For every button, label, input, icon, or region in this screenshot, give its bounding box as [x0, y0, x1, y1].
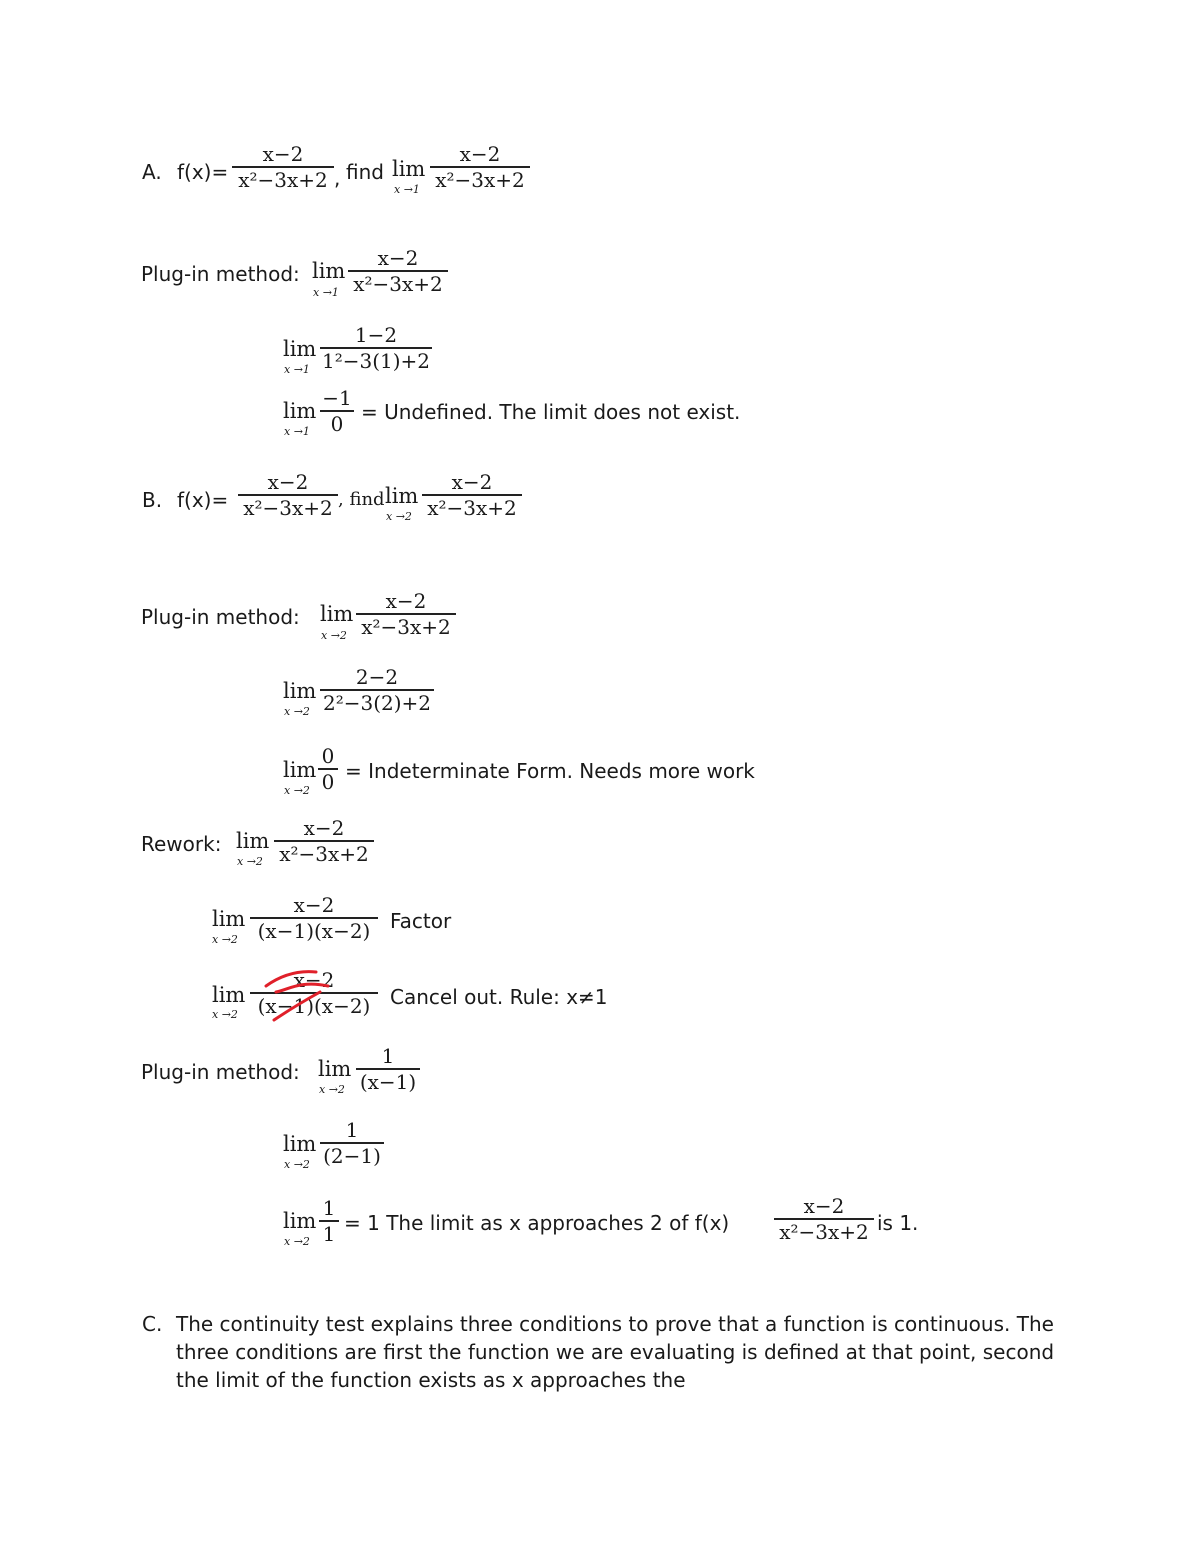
- comma: ,: [334, 166, 341, 190]
- plug-in-fraction-b: x−2 x²−3x+2: [356, 589, 456, 639]
- part-b-limit-fraction: x−2 x²−3x+2: [422, 470, 522, 520]
- part-b-label: B.: [142, 488, 163, 512]
- part-b-fraction: x−2 x²−3x+2: [238, 470, 338, 520]
- lim-symbol: lim: [283, 337, 317, 361]
- substituted-fraction: 1 (2−1): [320, 1118, 384, 1168]
- lim-subscript: x →1: [313, 286, 339, 299]
- lim-subscript: x →2: [284, 1158, 310, 1171]
- lim-symbol: lim: [283, 1209, 317, 1233]
- factor-note: Factor: [390, 909, 452, 933]
- rework-fraction: x−2 x²−3x+2: [274, 816, 374, 866]
- lim-symbol: lim: [320, 602, 354, 626]
- part-a-fx: f(x)=: [177, 160, 229, 184]
- lim-symbol: lim: [385, 484, 419, 508]
- lim-subscript: x →2: [284, 705, 310, 718]
- lim-symbol: lim: [283, 1132, 317, 1156]
- step2-fraction-a: −1 0: [320, 386, 354, 436]
- lim-symbol: lim: [318, 1057, 352, 1081]
- part-b-fx: f(x)=: [177, 488, 229, 512]
- continuity-paragraph: The continuity test explains three conditions to prove that a function is continuous. The three conditions are first the function we are evaluating is defined at that point, second the limit of the function exists as x approaches the: [176, 1312, 1055, 1392]
- numerator: x−2: [262, 142, 304, 166]
- find-text: find: [346, 160, 384, 184]
- cancel-strike-marks: [258, 962, 338, 1032]
- cancel-fraction: x−2 (x−1)(x−2): [250, 968, 378, 1018]
- lim-subscript: x →2: [284, 784, 310, 797]
- lim-subscript: x →1: [394, 183, 420, 196]
- lim-subscript: x →1: [284, 363, 310, 376]
- plug-in-label-b: Plug-in method:: [141, 605, 300, 629]
- lim-symbol: lim: [283, 399, 317, 423]
- lim-symbol: lim: [312, 259, 346, 283]
- factored-fraction: x−2 (x−1)(x−2): [250, 893, 378, 943]
- lim-symbol: lim: [283, 679, 317, 703]
- lim-symbol: lim: [236, 829, 270, 853]
- lim-subscript: x →2: [386, 510, 412, 523]
- find-text: , find: [338, 489, 385, 510]
- lim-subscript: x →2: [284, 1235, 310, 1248]
- rework-label: Rework:: [141, 832, 222, 856]
- indeterminate-result-text: = Indeterminate Form. Needs more work: [345, 759, 755, 783]
- step1-fraction-b: 2−2 2²−3(2)+2: [320, 665, 434, 715]
- final-fx-fraction: x−2 x²−3x+2: [774, 1194, 874, 1244]
- undefined-result-text: = Undefined. The limit does not exist.: [361, 400, 741, 424]
- part-a-fraction: [232, 142, 334, 192]
- lim-subscript: x →2: [319, 1083, 345, 1096]
- lim-subscript: x →1: [284, 425, 310, 438]
- lim-subscript: x →2: [212, 1008, 238, 1021]
- lim-symbol: lim: [283, 758, 317, 782]
- plug-in-fraction-a: x−2 x²−3x+2: [348, 246, 448, 296]
- plug-in-label-a: Plug-in method:: [141, 262, 300, 286]
- cancel-note: Cancel out. Rule: x≠1: [390, 985, 608, 1009]
- lim-subscript: x →2: [321, 629, 347, 642]
- step2-fraction-b: 0 0: [318, 744, 338, 794]
- part-c-label: C.: [142, 1312, 163, 1336]
- lim-symbol: lim: [212, 907, 246, 931]
- step1-fraction-a: 1−2 1²−3(1)+2: [321, 323, 431, 373]
- lim-symbol: lim: [392, 157, 426, 181]
- part-a-limit-fraction: x−2 x²−3x+2: [430, 142, 530, 192]
- final-result-text: = 1 The limit as x approaches 2 of f(x): [344, 1211, 730, 1235]
- lim-subscript: x →2: [212, 933, 238, 946]
- part-a-label: A.: [142, 160, 162, 184]
- denominator: x²−3x+2: [238, 168, 328, 192]
- final-result-suffix: is 1.: [877, 1211, 919, 1235]
- result-fraction: 1 1: [319, 1196, 339, 1246]
- lim-subscript: x →2: [237, 855, 263, 868]
- lim-symbol: lim: [212, 983, 246, 1007]
- plug-in-label-b2: Plug-in method:: [141, 1060, 300, 1084]
- simplified-fraction: 1 (x−1): [356, 1044, 420, 1094]
